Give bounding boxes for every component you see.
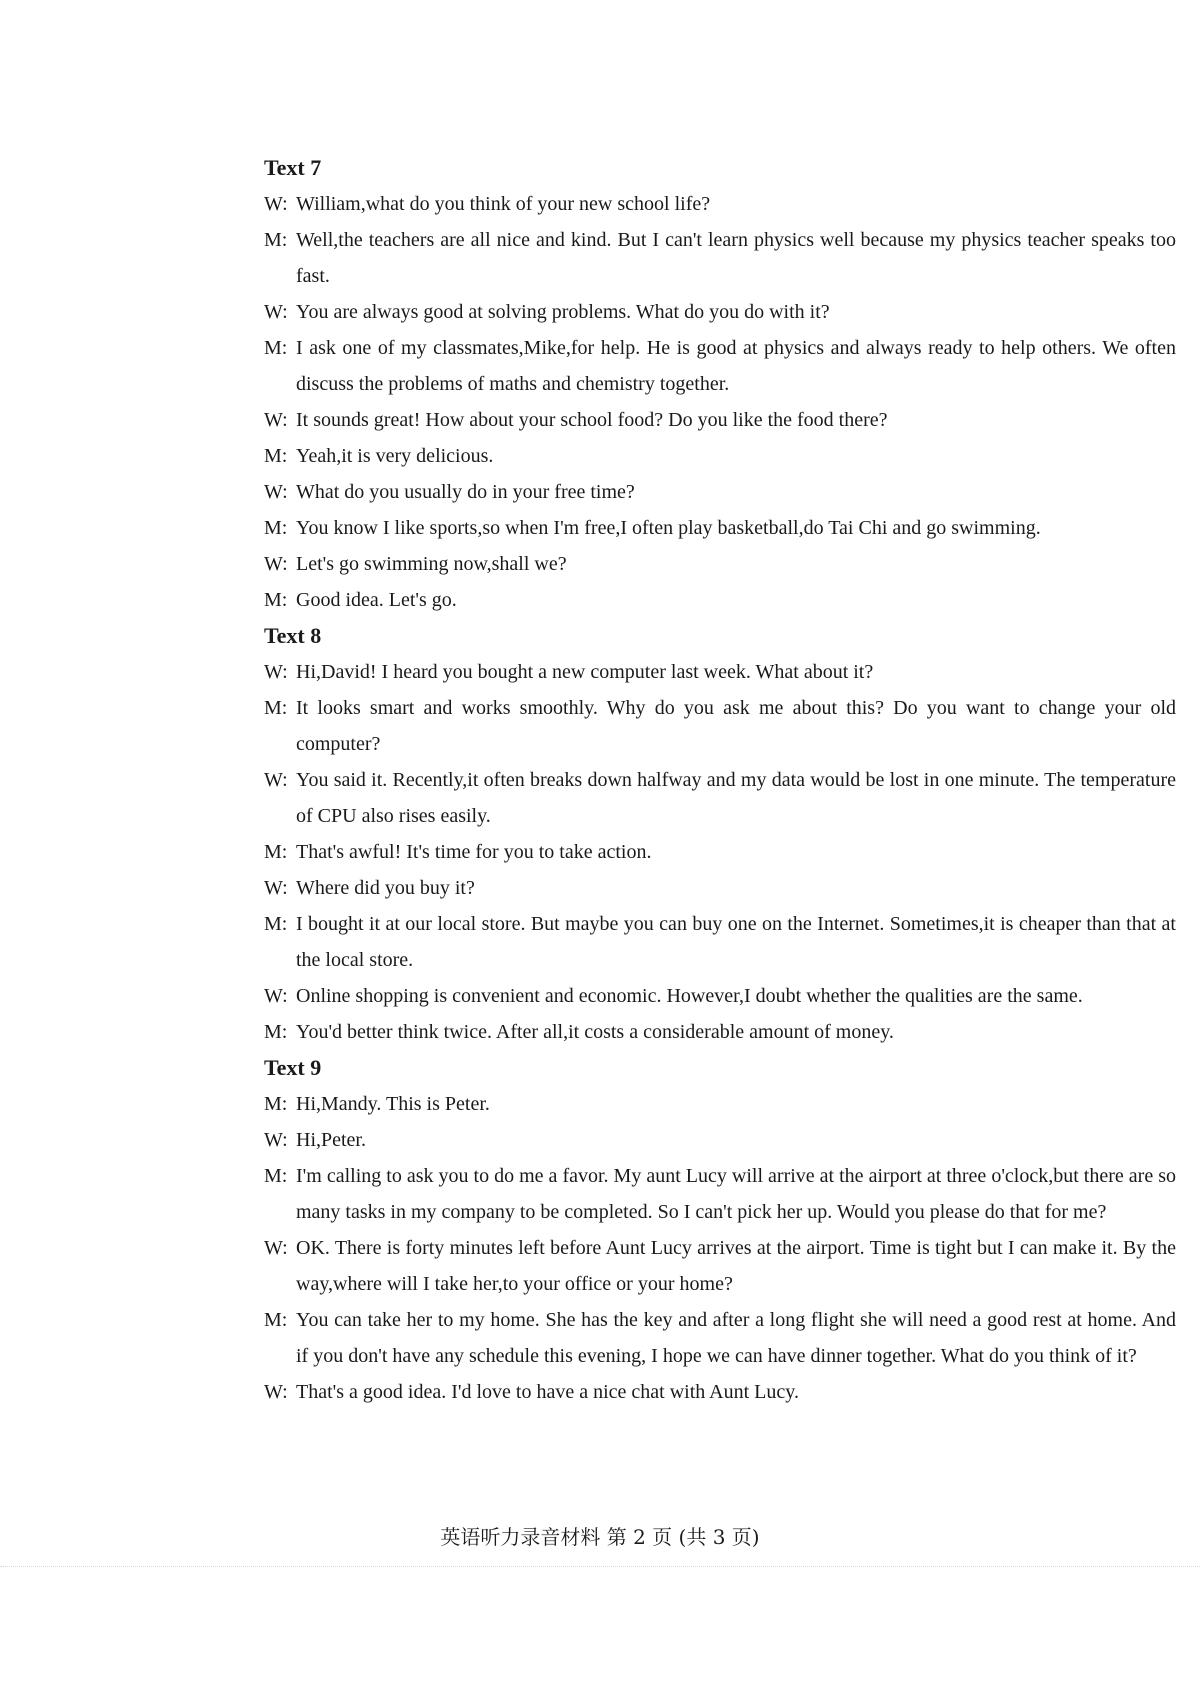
speaker-label: M: — [264, 1309, 288, 1331]
speech-text: OK. There is forty minutes left before Aunt Lucy arrives at the airport. Time is tight but I can make it. By the way,where will I take her,to your office or your home? — [296, 1237, 1176, 1295]
dialogue-line — [264, 1230, 1176, 1302]
speech-text: That's awful! It's time for you to take action. — [296, 841, 652, 863]
speech-text: I'm calling to ask you to do me a favor. My aunt Lucy will arrive at the airport at three o'clock,but there are so many tasks in my company to be completed. So I can't pick her up. Would you please do that for me? — [296, 1165, 1176, 1223]
section-title: Text 7 — [264, 155, 322, 180]
dialogue-line — [264, 186, 1176, 222]
speech-text: You'd better think twice. After all,it costs a considerable amount of money. — [296, 1021, 894, 1043]
speech-text: Hi,Mandy. This is Peter. — [296, 1093, 490, 1115]
speaker-label: M: — [264, 697, 288, 719]
dialogue-line — [264, 330, 1176, 402]
speech-text: William,what do you think of your new school life? — [296, 193, 711, 215]
speech-text: You can take her to my home. She has the key and after a long flight she will need a good rest at home. And if you don't have any schedule this evening, I hope we can have dinner together. What do you think of it? — [296, 1309, 1176, 1367]
speaker-label: M: — [264, 445, 288, 467]
speech-text: That's a good idea. I'd love to have a nice chat with Aunt Lucy. — [296, 1381, 799, 1403]
speech-text: It looks smart and works smoothly. Why do you ask me about this? Do you want to change your old computer? — [296, 697, 1176, 755]
speaker-label: W: — [264, 1129, 288, 1151]
section-text-9 — [264, 1050, 1176, 1410]
dialogue-line — [264, 762, 1176, 834]
dialogue-line — [264, 438, 1176, 474]
speech-text: I ask one of my classmates,Mike,for help. He is good at physics and always ready to help others. We often discuss the problems of maths and chemistry together. — [296, 337, 1176, 395]
dialogue-line — [264, 1014, 1176, 1050]
dialogue-line — [264, 222, 1176, 294]
dialogue-line — [264, 1122, 1176, 1158]
section-text-7 — [264, 150, 1176, 618]
speaker-label: M: — [264, 1093, 288, 1115]
speaker-label: W: — [264, 769, 288, 791]
speaker-label: M: — [264, 841, 288, 863]
speaker-label: W: — [264, 1237, 288, 1259]
speech-text: Well,the teachers are all nice and kind. But I can't learn physics well because my physics teacher speaks too fast. — [296, 229, 1176, 287]
speaker-label: W: — [264, 661, 288, 683]
section-title: Text 8 — [264, 623, 322, 648]
dialogue-line — [264, 870, 1176, 906]
speaker-label: M: — [264, 913, 288, 935]
speech-text: Good idea. Let's go. — [296, 589, 457, 611]
speaker-label: M: — [264, 337, 288, 359]
speech-text: You know I like sports,so when I'm free,I often play basketball,do Tai Chi and go swimming. — [296, 517, 1041, 539]
speech-text: Hi,David! I heard you bought a new computer last week. What about it? — [296, 661, 874, 683]
speech-text: Yeah,it is very delicious. — [296, 445, 494, 467]
speech-text: You are always good at solving problems. What do you do with it? — [296, 301, 830, 323]
dialogue-line — [264, 690, 1176, 762]
speaker-label: W: — [264, 481, 288, 503]
speech-text: You said it. Recently,it often breaks down halfway and my data would be lost in one minute. The temperature of CPU also rises easily. — [296, 769, 1176, 827]
speaker-label: W: — [264, 193, 288, 215]
dialogue-line — [264, 546, 1176, 582]
speech-text: What do you usually do in your free time? — [296, 481, 635, 503]
section-title: Text 9 — [264, 1055, 322, 1080]
speech-text: Let's go swimming now,shall we? — [296, 553, 567, 575]
speaker-label: M: — [264, 1165, 288, 1187]
speech-text: I bought it at our local store. But maybe you can buy one on the Internet. Sometimes,it is cheaper than that at the local store. — [296, 913, 1176, 971]
speaker-label: M: — [264, 517, 288, 539]
document-page — [264, 150, 1176, 1410]
dialogue-line — [264, 1374, 1176, 1410]
dialogue-line — [264, 294, 1176, 330]
speaker-label: M: — [264, 1021, 288, 1043]
speaker-label: W: — [264, 553, 288, 575]
speech-text: Hi,Peter. — [296, 1129, 366, 1151]
dialogue-line — [264, 510, 1176, 546]
dialogue-line — [264, 834, 1176, 870]
dialogue-line — [264, 906, 1176, 978]
dialogue-line — [264, 474, 1176, 510]
dialogue-line — [264, 978, 1176, 1014]
dialogue-line — [264, 654, 1176, 690]
speech-text: Online shopping is convenient and economic. However,I doubt whether the qualities are the same. — [296, 985, 1083, 1007]
speaker-label: W: — [264, 985, 288, 1007]
speaker-label: W: — [264, 877, 288, 899]
speaker-label: W: — [264, 301, 288, 323]
dialogue-line — [264, 1158, 1176, 1230]
dialogue-line — [264, 1302, 1176, 1374]
speech-text: Where did you buy it? — [296, 877, 475, 899]
bottom-divider — [0, 1566, 1200, 1567]
section-text-8 — [264, 618, 1176, 1050]
speaker-label: M: — [264, 229, 288, 251]
speaker-label: W: — [264, 409, 288, 431]
speech-text: It sounds great! How about your school food? Do you like the food there? — [296, 409, 888, 431]
dialogue-line — [264, 1086, 1176, 1122]
speaker-label: W: — [264, 1381, 288, 1403]
page-footer: 英语听力录音材料 第 2 页 (共 3 页) — [440, 1525, 760, 1549]
dialogue-line — [264, 582, 1176, 618]
dialogue-line — [264, 402, 1176, 438]
speaker-label: M: — [264, 589, 288, 611]
